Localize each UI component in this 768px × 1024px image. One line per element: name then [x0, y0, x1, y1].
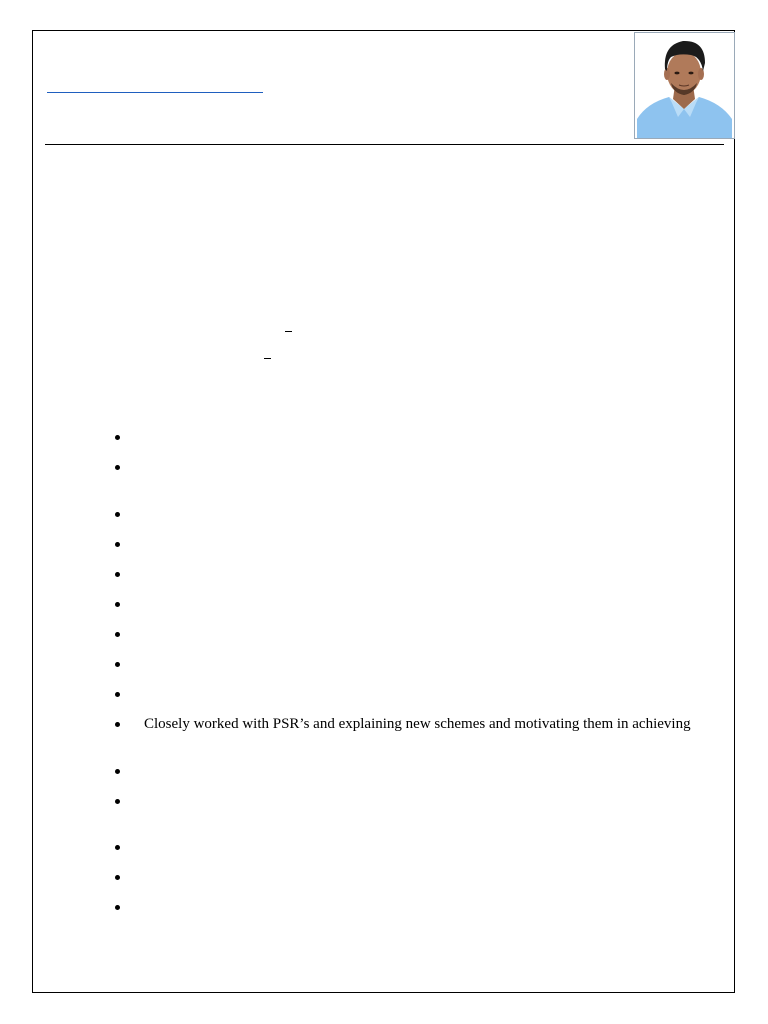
list-item: [115, 837, 144, 857]
list-item: [115, 714, 691, 734]
bullet-dot-icon: [115, 875, 120, 880]
bullet-dot-icon: [115, 465, 120, 470]
bullet-dot-icon: [115, 542, 120, 547]
list-item: [115, 761, 144, 781]
bullet-dot-icon: [115, 722, 120, 727]
bullet-dot-icon: [115, 572, 120, 577]
bullet-dot-icon: [115, 905, 120, 910]
list-item: [115, 564, 144, 584]
bullet-dot-icon: [115, 799, 120, 804]
bullet-dot-icon: [115, 845, 120, 850]
list-item: [115, 897, 144, 917]
responsibilities-list: [33, 31, 734, 992]
bullet-dot-icon: [115, 602, 120, 607]
bullet-dot-icon: [115, 632, 120, 637]
bullet-dot-icon: [115, 692, 120, 697]
list-item: [115, 457, 144, 477]
list-item: [115, 791, 144, 811]
list-item-text: Closely worked with PSR’s and explaining new schemes and motivating them in achieving: [144, 716, 691, 732]
list-item: [115, 624, 144, 644]
list-item: [115, 534, 144, 554]
list-item: [115, 867, 144, 887]
list-item: [115, 504, 144, 524]
list-item: [115, 594, 144, 614]
bullet-dot-icon: [115, 512, 120, 517]
list-item: [115, 427, 144, 447]
list-item: [115, 654, 144, 674]
list-item: [115, 684, 144, 704]
bullet-dot-icon: [115, 769, 120, 774]
bullet-dot-icon: [115, 662, 120, 667]
bullet-dot-icon: [115, 435, 120, 440]
resume-page: [32, 30, 735, 993]
